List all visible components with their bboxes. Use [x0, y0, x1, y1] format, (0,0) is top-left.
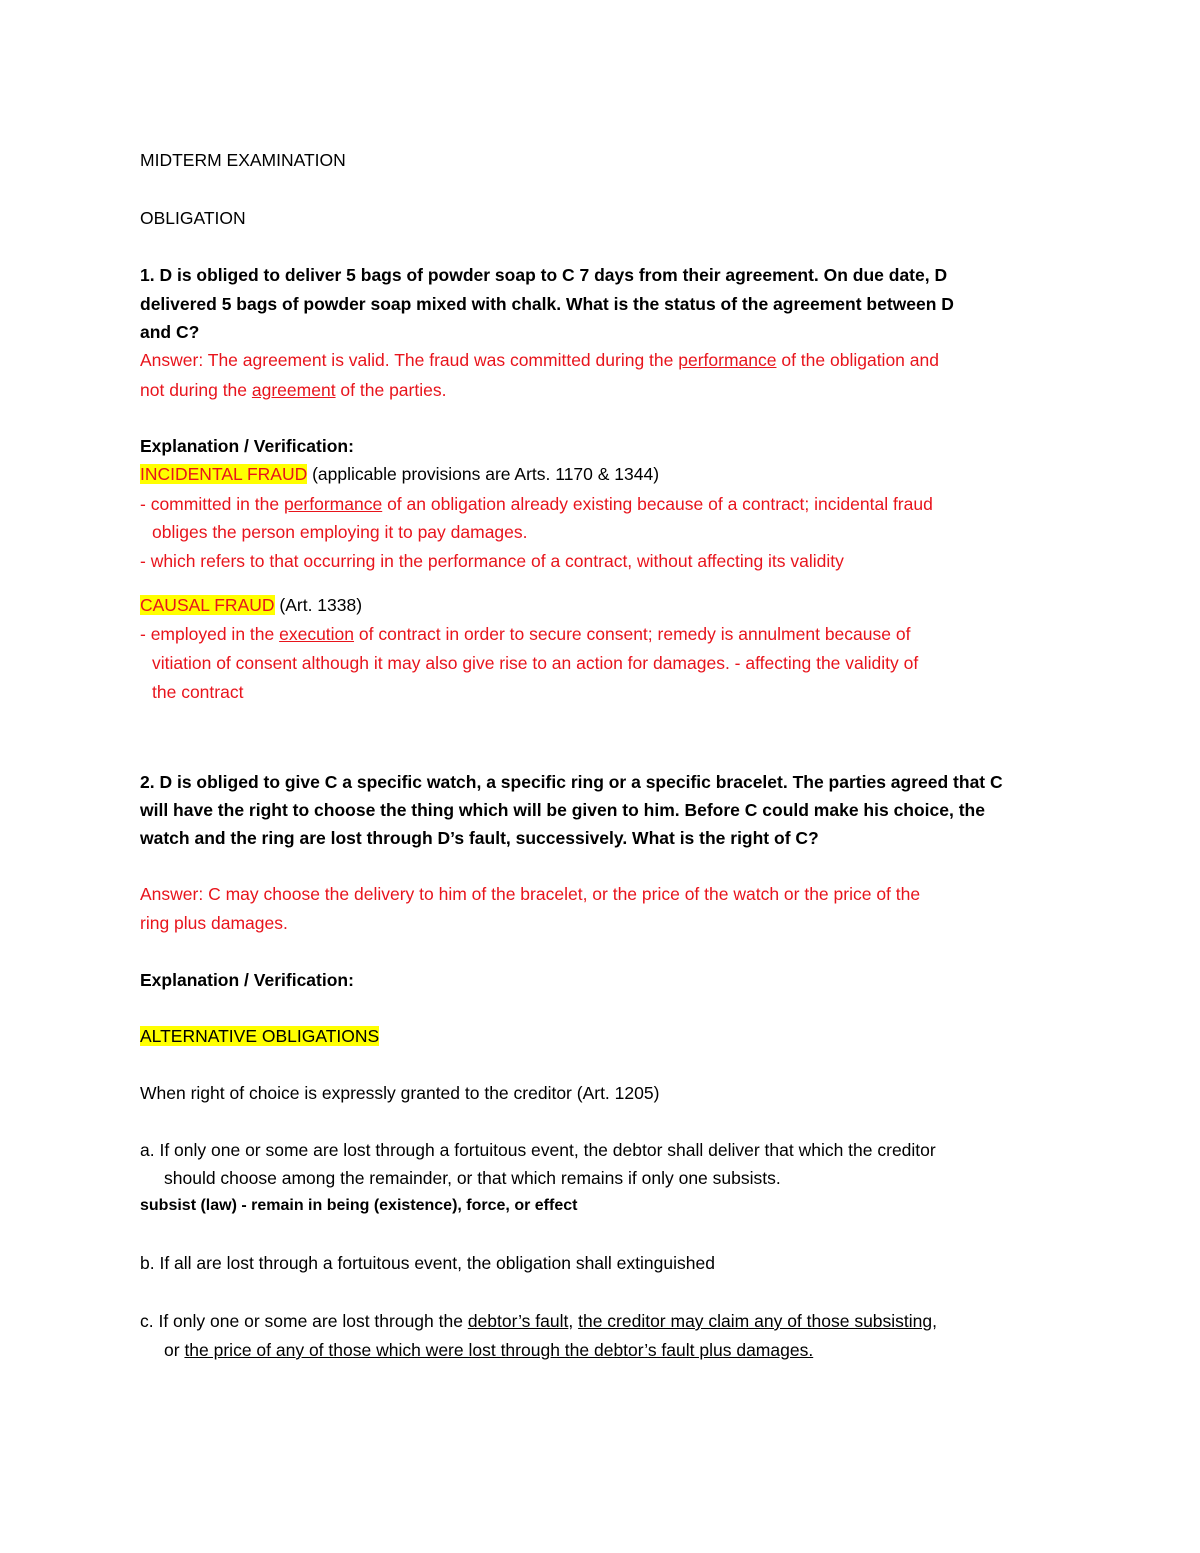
subsist-definition: subsist (law) - remain in being (existence), force, or effect — [140, 1197, 578, 1214]
rule-c-debtors-fault: debtor’s fault — [467, 1311, 569, 1331]
q1-text-line-2: delivered 5 bags of powder soap mixed with chalk. What is the status of the agreement between D — [140, 294, 954, 314]
q2-text-line-3: watch and the ring are lost through D’s fault, successively. What is the right of C? — [140, 828, 819, 848]
incidental-fraud-label: INCIDENTAL FRAUD — [140, 464, 308, 484]
incidental-bullet-1-cont: obliges the person employing it to pay damages. — [152, 522, 528, 542]
incidental-text: of an obligation already existing because of a contract; incidental fraud — [382, 494, 933, 514]
alternative-obligations-label: ALTERNATIVE OBLIGATIONS — [140, 1026, 380, 1046]
alternative-obligations-heading — [140, 1024, 379, 1048]
section-heading: OBLIGATION — [140, 208, 246, 228]
incidental-bullet-1 — [140, 492, 933, 516]
q1-answer-line-1 — [140, 348, 939, 372]
q2-explanation-heading: Explanation / Verification: — [140, 970, 354, 990]
rule-c-line-1 — [140, 1309, 937, 1333]
causal-fraud-heading — [140, 593, 362, 617]
incidental-text: - committed in the — [140, 494, 284, 514]
rule-c-text: , — [932, 1311, 938, 1331]
causal-fraud-label: CAUSAL FRAUD — [140, 595, 275, 615]
causal-bullet-1-end: the contract — [152, 682, 244, 702]
rule-c-line-2 — [164, 1338, 813, 1362]
q1-answer-text: of the obligation and — [776, 350, 939, 370]
causal-text: - employed in the — [140, 624, 280, 644]
rule-c-creditor-claim: the creditor may claim any of those subsisting — [578, 1311, 933, 1331]
incidental-fraud-heading — [140, 462, 659, 486]
q2-answer-line-2: ring plus damages. — [140, 913, 288, 933]
document-title: MIDTERM EXAMINATION — [140, 150, 346, 170]
causal-bullet-1-cont: vitiation of consent although it may also give rise to an action for damages. - affecting the validity of — [152, 653, 919, 673]
q1-answer-agreement: agreement — [251, 380, 336, 400]
incidental-performance: performance — [283, 494, 383, 514]
q2-text-line-1: 2. D is obliged to give C a specific watch, a specific ring or a specific bracelet. The parties agreed that C — [140, 772, 1003, 792]
incidental-bullet-2: - which refers to that occurring in the performance of a contract, without affecting its validity — [140, 551, 844, 571]
causal-text: of contract in order to secure consent; remedy is annulment because of — [354, 624, 911, 644]
causal-fraud-note: (Art. 1338) — [274, 595, 363, 615]
q1-text-line-1: 1. D is obliged to deliver 5 bags of powder soap to C 7 days from their agreement. On due date, D — [140, 265, 948, 285]
incidental-fraud-note: (applicable provisions are Arts. 1170 & 1344) — [307, 464, 660, 484]
q1-answer-text: Answer: The agreement is valid. The fraud was committed during the — [140, 350, 679, 370]
q2-answer-line-1: Answer: C may choose the delivery to him of the bracelet, or the price of the watch or the price of the — [140, 884, 921, 904]
right-of-choice-intro: When right of choice is expressly granted to the creditor (Art. 1205) — [140, 1083, 660, 1103]
rule-c-text: c. If only one or some are lost through the — [140, 1311, 468, 1331]
q1-answer-line-2 — [140, 378, 446, 402]
rule-c-text: , — [568, 1311, 579, 1331]
q1-answer-text: not during the — [140, 380, 252, 400]
causal-bullet-1 — [140, 622, 910, 646]
rule-a-line-2: should choose among the remainder, or that which remains if only one subsists. — [164, 1168, 781, 1188]
q1-answer-performance: performance — [678, 350, 777, 370]
rule-c-price-clause: the price of any of those which were lost through the debtor’s fault plus damages. — [184, 1340, 814, 1360]
q1-text-line-3: and C? — [140, 322, 200, 342]
rule-a-line-1: a. If only one or some are lost through a fortuitous event, the debtor shall deliver that which the creditor — [140, 1140, 936, 1160]
rule-c-text: or — [164, 1340, 185, 1360]
q2-text-line-2: will have the right to choose the thing which will be given to him. Before C could make his choice, the — [140, 800, 985, 820]
causal-execution: execution — [279, 624, 355, 644]
q1-explanation-heading: Explanation / Verification: — [140, 436, 354, 456]
rule-b: b. If all are lost through a fortuitous event, the obligation shall extinguished — [140, 1253, 715, 1273]
q1-answer-text: of the parties. — [335, 380, 447, 400]
